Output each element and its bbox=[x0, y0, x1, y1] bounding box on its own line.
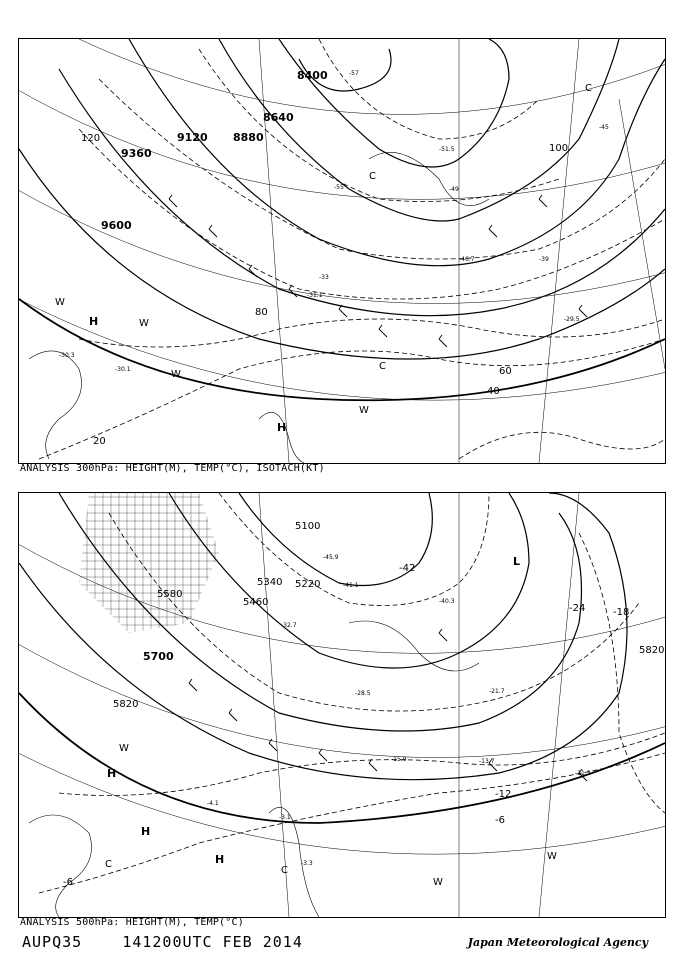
temp-label: -33 bbox=[319, 274, 329, 281]
wind-barbs bbox=[169, 195, 587, 347]
warm-mark: W bbox=[119, 743, 129, 754]
isotach-label: 80 bbox=[255, 307, 268, 318]
temp-label: -49 bbox=[449, 186, 459, 193]
temp-label: -6 bbox=[63, 877, 73, 888]
warm-mark: W bbox=[547, 851, 557, 862]
isotach-label: 40 bbox=[487, 386, 500, 397]
chart-500hpa bbox=[18, 492, 666, 918]
station-value: -15.9 bbox=[391, 756, 407, 763]
cold-mark: C bbox=[105, 859, 112, 870]
coastlines bbox=[29, 621, 479, 917]
cold-mark: C bbox=[281, 865, 288, 876]
map-300hpa bbox=[19, 39, 665, 463]
high-pressure-marker: H bbox=[141, 825, 151, 838]
temp-label: -55 bbox=[334, 184, 344, 191]
temp-label: -24 bbox=[569, 603, 586, 614]
temp-label: -51.5 bbox=[439, 146, 455, 153]
chart-code: AUPQ35 bbox=[22, 933, 83, 951]
high-pressure-marker: H bbox=[107, 767, 117, 780]
temp-label: -12 bbox=[495, 789, 512, 800]
height-label: 5700 bbox=[143, 650, 174, 663]
temp-label: -30.1 bbox=[115, 366, 131, 373]
temp-label: -39 bbox=[539, 256, 549, 263]
height-label: 5580 bbox=[157, 589, 183, 600]
station-value: -40.3 bbox=[439, 598, 455, 605]
height-label: 9120 bbox=[177, 131, 208, 144]
isotach-label: 120 bbox=[81, 133, 101, 144]
high-pressure-marker: H bbox=[277, 421, 287, 434]
temp-label: -29.5 bbox=[564, 316, 580, 323]
station-value: -21.7 bbox=[489, 688, 505, 695]
chart-datetime: 141200UTC FEB 2014 bbox=[122, 933, 303, 951]
height-label: 5460 bbox=[243, 597, 269, 608]
height-label: 5220 bbox=[295, 579, 321, 590]
height-label: 8640 bbox=[263, 111, 294, 124]
station-value: -13.7 bbox=[479, 758, 495, 765]
temp-label: -45 bbox=[599, 124, 609, 131]
cold-mark: C bbox=[369, 171, 376, 182]
isotach-label: 100 bbox=[549, 143, 569, 154]
warm-mark: W bbox=[359, 405, 369, 416]
low-pressure-marker: L bbox=[513, 555, 521, 568]
height-label: 5820 bbox=[113, 699, 139, 710]
height-label: 5820 bbox=[639, 645, 665, 656]
temp-label: -6 bbox=[495, 815, 505, 826]
temp-label: -18 bbox=[613, 607, 630, 618]
temp-label: -46.7 bbox=[459, 256, 475, 263]
caption-500hpa: ANALYSIS 500hPa: HEIGHT(M), TEMP(°C) bbox=[20, 917, 244, 928]
warm-mark: W bbox=[171, 369, 181, 380]
map-500hpa bbox=[19, 493, 665, 917]
station-value: -3.3 bbox=[301, 860, 313, 867]
station-value: -41.1 bbox=[343, 582, 359, 589]
temperature-contours bbox=[39, 39, 665, 459]
height-label: 9600 bbox=[101, 219, 132, 232]
temp-label: -42 bbox=[399, 563, 416, 574]
wind-barbs bbox=[189, 629, 587, 781]
height-label: 8400 bbox=[297, 69, 328, 82]
height-label: 5340 bbox=[257, 577, 283, 588]
chart-300hpa bbox=[18, 38, 666, 464]
cold-mark: C bbox=[585, 83, 592, 94]
temp-label: -31.1 bbox=[307, 292, 323, 299]
caption-300hpa: ANALYSIS 300hPa: HEIGHT(M), TEMP(°C), ISOTACH(KT) bbox=[20, 463, 325, 474]
chart-footer bbox=[22, 933, 303, 951]
temp-label: -30.3 bbox=[59, 352, 75, 359]
height-label: 5100 bbox=[295, 521, 321, 532]
isotach-label: 60 bbox=[499, 366, 512, 377]
high-pressure-marker: H bbox=[215, 853, 225, 866]
warm-mark: W bbox=[55, 297, 65, 308]
isotach-label: 20 bbox=[93, 436, 106, 447]
agency-name: Japan Meteorological Agency bbox=[467, 936, 648, 949]
height-label: 8880 bbox=[233, 131, 264, 144]
station-value: -28.5 bbox=[355, 690, 371, 697]
temp-label: -57 bbox=[349, 70, 359, 77]
station-value: -45.9 bbox=[323, 554, 339, 561]
high-pressure-marker: H bbox=[89, 315, 99, 328]
station-value: -4.1 bbox=[207, 800, 219, 807]
station-value: -3.1 bbox=[279, 814, 291, 821]
height-label: 9360 bbox=[121, 147, 152, 160]
station-value: -11.3 bbox=[575, 770, 591, 777]
cold-mark: C bbox=[379, 361, 386, 372]
station-value: -32.7 bbox=[281, 622, 297, 629]
warm-mark: W bbox=[139, 318, 149, 329]
warm-mark: W bbox=[433, 877, 443, 888]
